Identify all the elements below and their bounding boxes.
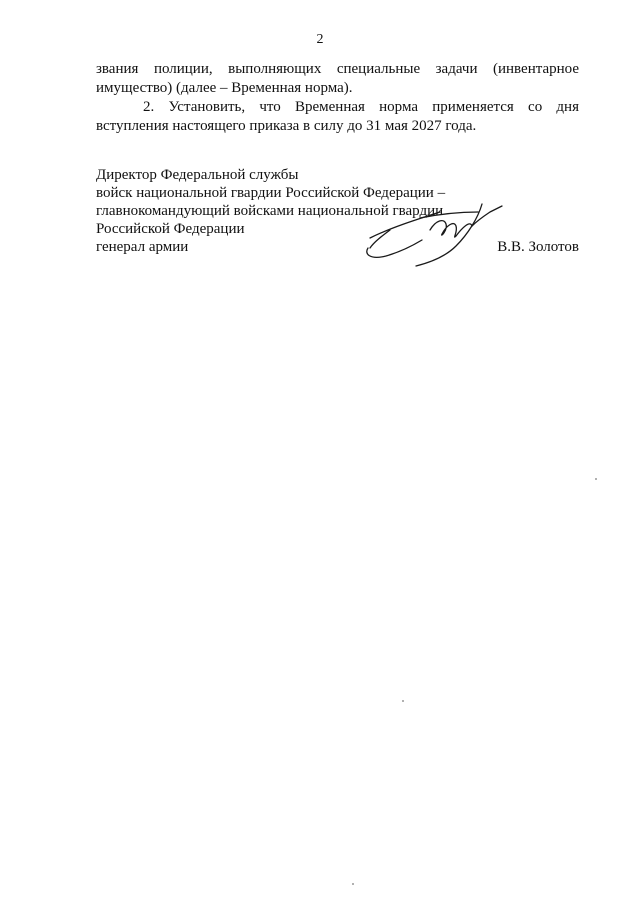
signature-stroke — [370, 230, 390, 248]
paragraph-2-line: 2. Установить, что Временная норма применяется со дня — [143, 99, 579, 115]
paragraph-1-line: звания полиции, выполняющих специальные задачи (инвентарное — [96, 61, 579, 77]
signature-block — [96, 166, 579, 256]
signer-title-line: Российской Федерации — [96, 221, 245, 237]
signer-name: В.В. Золотов — [497, 239, 579, 255]
signer-title-line: главнокомандующий войсками национальной гвардии — [96, 203, 444, 219]
signature-stroke — [472, 206, 502, 226]
paragraph-1-line: имущество) (далее – Временная норма). — [96, 80, 353, 96]
handwritten-signature — [360, 190, 505, 270]
paragraph-2-line: вступления настоящего приказа в силу до 31 мая 2027 года. — [96, 118, 477, 134]
paragraph-2 — [96, 98, 579, 136]
signer-title-line: Директор Федеральной службы — [96, 167, 299, 183]
page-number: 2 — [316, 32, 324, 47]
paragraph-1 — [96, 60, 579, 98]
signer-title-line: войск национальной гвардии Российской Федерации – — [96, 185, 446, 201]
signer-rank: генерал армии — [96, 239, 189, 255]
scan-speck — [595, 478, 597, 480]
scan-speck — [402, 700, 404, 702]
scan-speck — [352, 883, 354, 885]
